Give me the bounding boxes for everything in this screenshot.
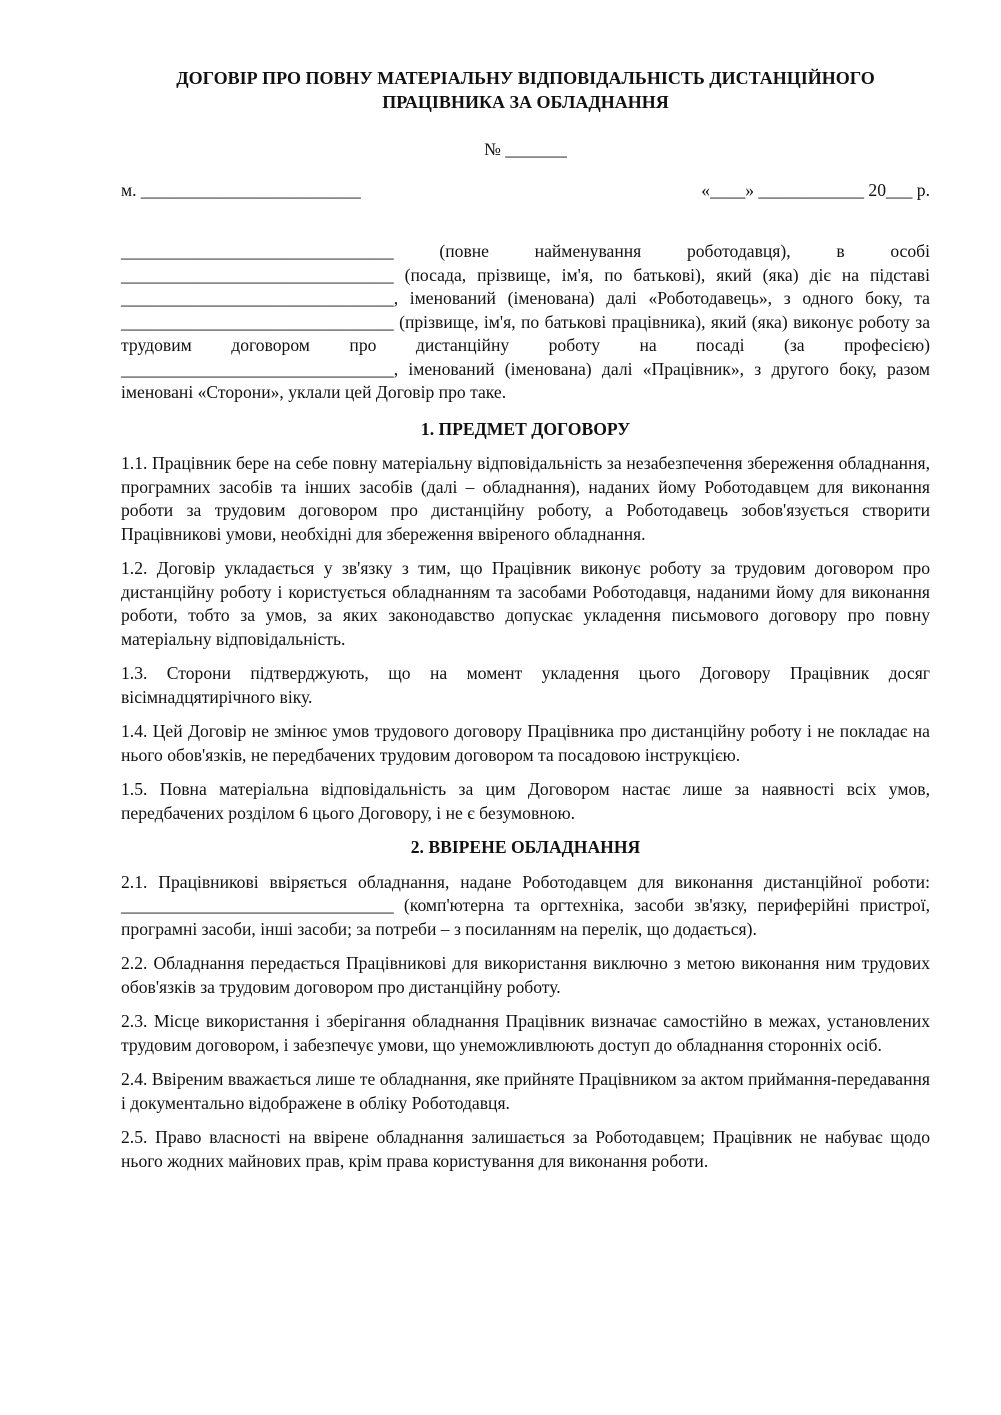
clause-paragraph: 2.3. Місце використання і зберігання обладнання Працівник визначає самостійно в межах, установлених трудовим договором, і забезпечує умови, що унеможливлюють доступ до обладнання сторонніх осіб. (121, 1011, 930, 1055)
document-title (101, 66, 950, 114)
section-heading: 2. ВВІРЕНЕ ОБЛАДНАННЯ (410, 837, 641, 857)
clause-paragraph: 2.4. Ввіреним вважається лише те обладнання, яке прийняте Працівником за актом приймання-передавання і документально відображене в обліку Роботодавця. (121, 1069, 930, 1113)
clause-paragraph: 2.5. Право власності на ввірене обладнання залишається за Роботодавцем; Працівник не набуває щодо нього жодних майнових прав, крім права користування для виконання роботи. (121, 1127, 930, 1171)
place-field: м. _________________________ (121, 179, 361, 200)
title-line-1: ДОГОВІР ПРО ПОВНУ МАТЕРІАЛЬНУ ВІДПОВІДАЛЬНІСТЬ ДИСТАНЦІЙНОГО (176, 68, 875, 88)
clause-paragraph: 1.1. Працівник бере на себе повну матеріальну відповідальність за незабезпечення збереження обладнання, програмних засобів та інших засобів (далі – обладнання), наданих йому Роботодавцем для виконання роботи за трудовим договором про дистанційну роботу, а Роботодавець зобов'язується створити Працівникові умови, необхідні для збереження ввіреного обладнання. (121, 453, 930, 544)
parties-paragraph: _______________________________ (повне найменування роботодавця), в особі _______________________________ (посада, прізвище, ім'я, по батькові), який (яка) діє на підставі _______________________________, іменований (іменована) далі «Роботодавець», з одного боку, та _______________________________ (прізвище, ім'я, по батькові працівника), який (яка) виконує роботу за трудовим договором про дистанційну роботу на посаді (за професією) _______________________________, іменований (іменована) далі «Працівник», з другого боку, разом іменовані «Сторони», уклали цей Договір про таке. (121, 241, 930, 402)
contract-number: № _______ (484, 139, 567, 159)
place-date-row (121, 179, 930, 203)
clause-paragraph: 1.5. Повна матеріальна відповідальність за цим Договором настає лише за наявності всіх умов, передбачених розділом 6 цього Договору, і не є безумовною. (121, 779, 930, 823)
date-field: «____» ____________ 20___ р. (701, 179, 930, 200)
clause-paragraph: 1.4. Цей Договір не змінює умов трудового договору Працівника про дистанційну роботу і не покладає на нього обов'язків, не передбачених трудовим договором та посадовою інструкцією. (121, 721, 930, 765)
clause-paragraph: 2.2. Обладнання передається Працівникові для використання виключно з метою виконання ним трудових обов'язків за трудовим договором про дистанційну роботу. (121, 953, 930, 997)
clause-paragraph: 2.1. Працівникові ввіряється обладнання, надане Роботодавцем для виконання дистанційної роботи: _______________________________ (комп'ютерна та оргтехніка, засоби зв'язку, периферійні пристрої, програмні засоби, інші засоби; за потреби – з посиланням на перелік, що додається). (121, 871, 930, 939)
clause-paragraph: 1.3. Сторони підтверджують, що на момент укладення цього Договору Працівник досяг вісімнадцятирічного віку. (121, 663, 930, 707)
section-heading: 1. ПРЕДМЕТ ДОГОВОРУ (420, 418, 631, 439)
clause-paragraph: 1.2. Договір укладається у зв'язку з тим, що Працівник виконує роботу за трудовим договором про дистанційну роботу і користується обладнанням та засобами Роботодавця, наданими йому для виконання роботи, тобто за умов, за яких законодавство допускає укладення письмового договору про повну матеріальну відповідальність. (121, 558, 930, 649)
title-line-2: ПРАЦІВНИКА ЗА ОБЛАДНАННЯ (382, 92, 669, 112)
